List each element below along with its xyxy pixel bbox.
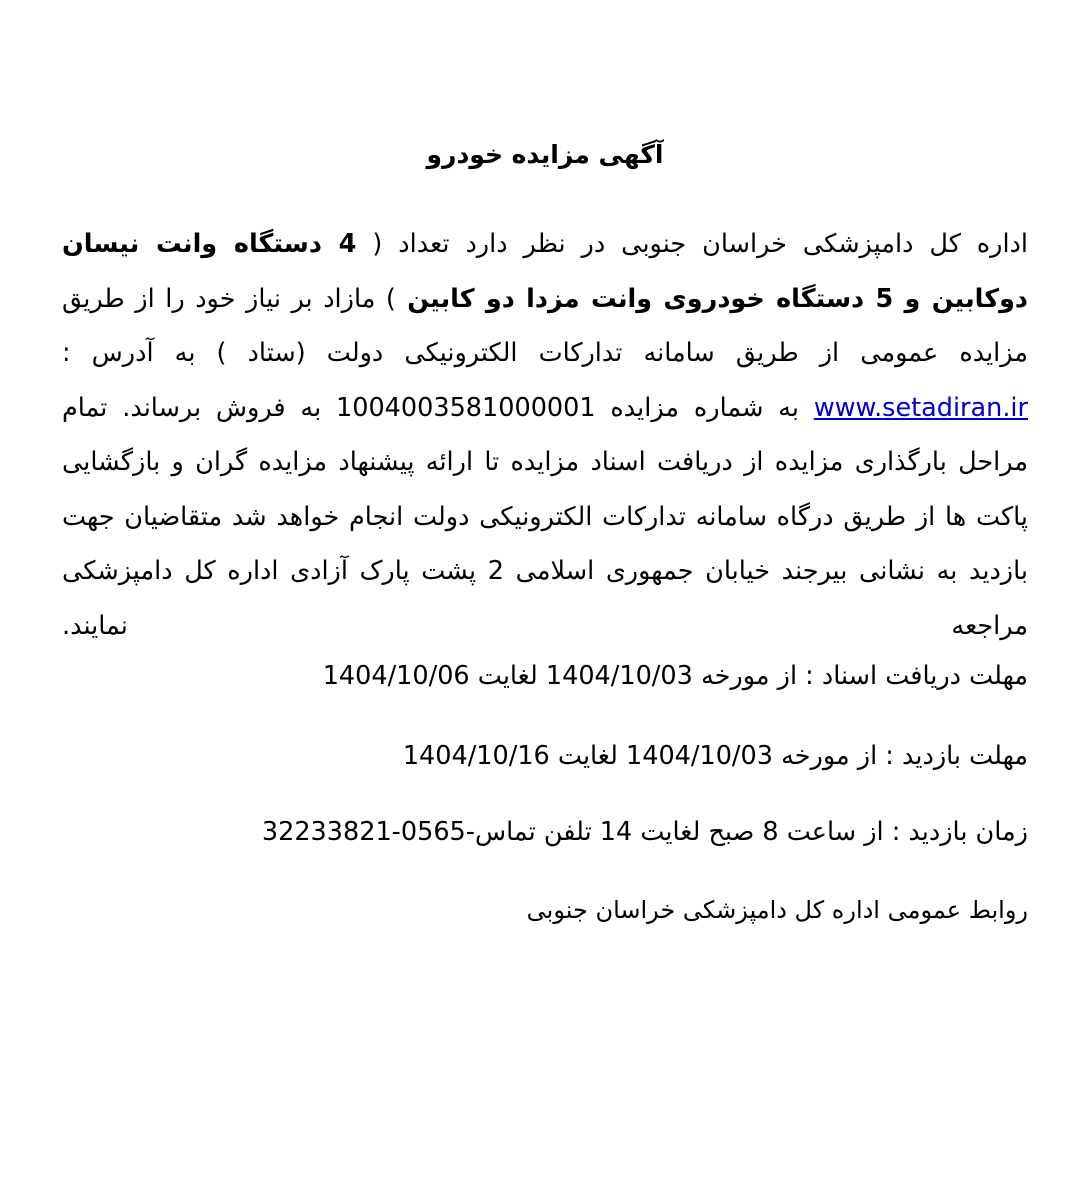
documents-deadline-label: مهلت دریافت اسناد : از مورخه xyxy=(692,661,1028,691)
announcement-paragraph xyxy=(62,170,1028,653)
visit-deadline-from: 1404/10/03 xyxy=(626,741,773,771)
visit-deadline-label: مهلت بازدید : از مورخه xyxy=(772,741,1028,771)
auction-number: 1004003581000001 xyxy=(336,392,596,423)
visit-time-prefix: زمان بازدید : از ساعت xyxy=(778,817,1028,847)
paragraph-segment-process: به فروش برساند. تمام مراحل بارگذاری مزایده از دریافت اسناد مزایده تا ارائه پیشنهاد مزایده گران و بازگشایی پاکت ها از طریق درگاه سامانه تدارکات الکترونیکی دولت انجام خواهد شد متقاضیان جهت بازدید به نشانی بیرجند خیابان جمهوری اسلامی xyxy=(62,392,1028,586)
address-street-number: 2 xyxy=(487,556,504,586)
phone-label: تلفن تماس xyxy=(474,817,600,847)
visit-deadline-line xyxy=(62,729,1028,783)
visit-time-morning: صبح لغایت xyxy=(632,817,763,847)
visit-time-line xyxy=(62,805,1028,859)
paragraph-segment-auction-label: به شماره مزایده xyxy=(595,392,814,423)
paragraph-segment-address-tail: پشت پارک آزادی اداره کل دامپزشکی مراجعه نمایند. xyxy=(62,556,1028,641)
documents-deadline-to: 1404/10/06 xyxy=(322,661,470,691)
visit-start-hour: 8 xyxy=(762,817,779,847)
setadiran-link[interactable]: www.setadiran.ir xyxy=(813,392,1028,423)
documents-deadline-line xyxy=(62,649,1028,703)
documents-deadline-middle: لغایت xyxy=(469,661,546,691)
phone-extension-suffix: 5- xyxy=(449,817,475,847)
spacer xyxy=(62,703,1028,729)
documents-deadline-from: 1404/10/03 xyxy=(545,661,693,691)
page-title: آگهی مزایده خودرو xyxy=(426,140,664,169)
signature-text: روابط عمومی اداره کل دامپزشکی خراسان جنوبی xyxy=(526,896,1028,924)
visit-deadline-to: 1404/10/16 xyxy=(402,741,550,771)
paragraph-segment-intro: اداره کل دامپزشکی خراسان جنوبی در نظر دارد تعداد ( xyxy=(356,229,1028,259)
paragraph-segment-vehicles-bold: 4 دستگاه وانت نیسان دوکابین و 5 دستگاه خودروی وانت مزدا دو کابین xyxy=(62,229,1029,314)
phone-number: 32233821-056 xyxy=(261,817,450,847)
spacer xyxy=(62,783,1028,805)
visit-end-hour: 14 xyxy=(599,817,633,847)
paragraph-segment-method: ) مازاد بر نیاز خود را از طریق مزایده عمومی از طریق سامانه تدارکات الکترونیکی دولت (ستاد ) به آدرس : xyxy=(62,283,1028,368)
signature-block xyxy=(62,859,1028,935)
visit-deadline-middle: لغایت xyxy=(549,741,626,771)
